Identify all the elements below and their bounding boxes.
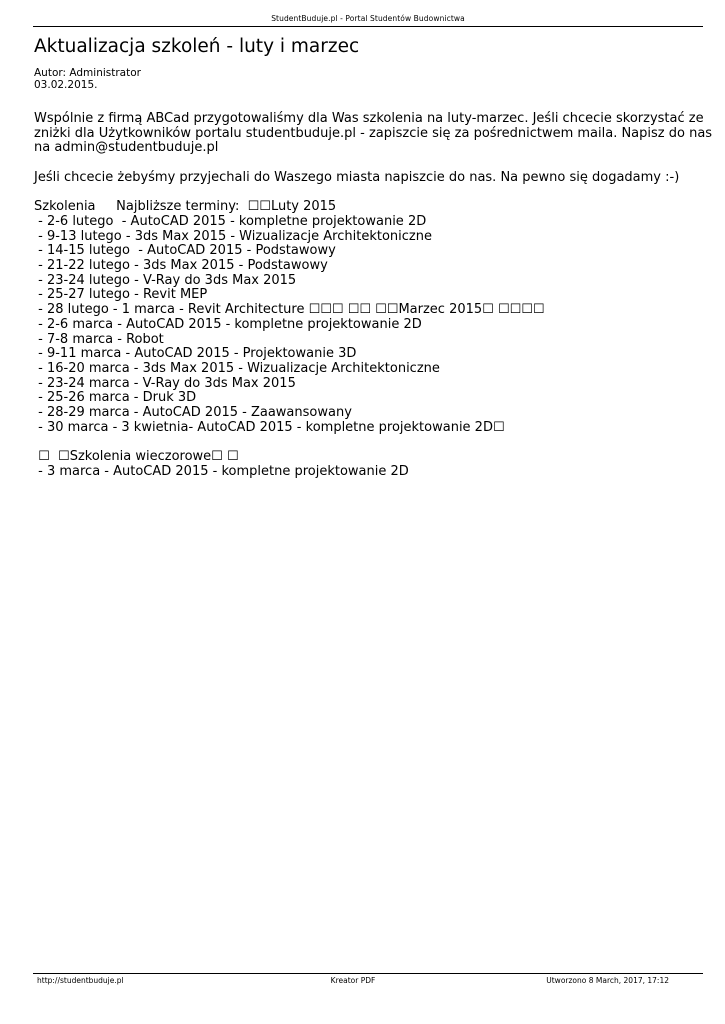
footer-divider — [33, 973, 703, 974]
schedule-item: - 21-22 lutego - 3ds Max 2015 - Podstawowy — [34, 258, 328, 273]
schedule-item: - 28-29 marca - AutoCAD 2015 - Zaawansowany — [34, 405, 352, 421]
schedule-item: - 16-20 marca - 3ds Max 2015 - Wizualizacje Architektoniczne — [34, 360, 440, 376]
footer-generator: Kreator PDF — [330, 976, 376, 985]
footer-created: Utworzono 8 March, 2017, 17:12 — [546, 976, 669, 985]
author-line: Autor: Administrator — [34, 67, 141, 79]
article-meta — [34, 67, 141, 91]
schedule-item: - 23-24 lutego - V-Ray do 3ds Max 2015 — [34, 272, 297, 288]
footer-url: http://studentbuduje.pl — [37, 976, 124, 985]
schedule-item: - 23-24 marca - V-Ray do 3ds Max 2015 — [34, 375, 296, 391]
intro-line: zniżki dla Użytkowników portalu studentbuduje.pl - zapiszcie się za pośrednictwem maila. Napisz do nas — [34, 125, 713, 141]
schedule-item: - 7-8 marca - Robot — [34, 331, 164, 347]
evening-heading: ☐ ☐Szkolenia wieczorowe☐ ☐ — [34, 449, 239, 465]
paragraph-gap — [34, 156, 694, 171]
article-body — [34, 111, 713, 480]
schedule-item: - 25-27 lutego - Revit MEP — [34, 287, 208, 303]
travel-paragraph: Jeśli chcecie żebyśmy przyjechali do Waszego miasta napiszcie do nas. Na pewno się dogadamy :-) — [34, 169, 680, 185]
schedule-item: - 9-11 marca - AutoCAD 2015 - Projektowanie 3D — [34, 346, 357, 362]
header-divider — [33, 26, 703, 27]
schedule-heading: Szkolenia Najbliższe terminy: ☐☐Luty 2015 — [34, 199, 337, 215]
paragraph-gap — [34, 435, 694, 450]
paragraph-gap — [34, 186, 694, 201]
schedule-item: - 2-6 marca - AutoCAD 2015 - kompletne projektowanie 2D — [34, 316, 422, 332]
article-title: Aktualizacja szkoleń - luty i marzec — [34, 36, 360, 57]
schedule-item: - 2-6 lutego - AutoCAD 2015 - kompletne projektowanie 2D — [34, 213, 427, 229]
schedule-item: - 14-15 lutego - AutoCAD 2015 - Podstawowy — [34, 243, 336, 259]
schedule-item: - 30 marca - 3 kwietnia- AutoCAD 2015 - kompletne projektowanie 2D☐ — [34, 419, 505, 435]
intro-line: na admin@studentbuduje.pl — [34, 140, 219, 156]
intro-paragraph — [34, 111, 713, 156]
schedule-list — [34, 200, 694, 435]
schedule-item: - 25-26 marca - Druk 3D — [34, 390, 197, 406]
evening-item: - 3 marca - AutoCAD 2015 - kompletne projektowanie 2D — [34, 463, 409, 479]
schedule-item: - 9-13 lutego - 3ds Max 2015 - Wizualizacje Architektoniczne — [34, 228, 432, 244]
intro-line: Wspólnie z firmą ABCad przygotowaliśmy dla Was szkolenia na luty-marzec. Jeśli chcecie skorzystać ze — [34, 111, 704, 126]
evening-list — [34, 450, 694, 479]
page-header: StudentBuduje.pl - Portal Studentów Budownictwa — [271, 14, 465, 23]
publish-date: 03.02.2015. — [34, 79, 98, 91]
schedule-item: - 28 lutego - 1 marca - Revit Architecture ☐☐☐ ☐☐ ☐☐Marzec 2015☐ ☐☐☐☐ — [34, 302, 545, 318]
